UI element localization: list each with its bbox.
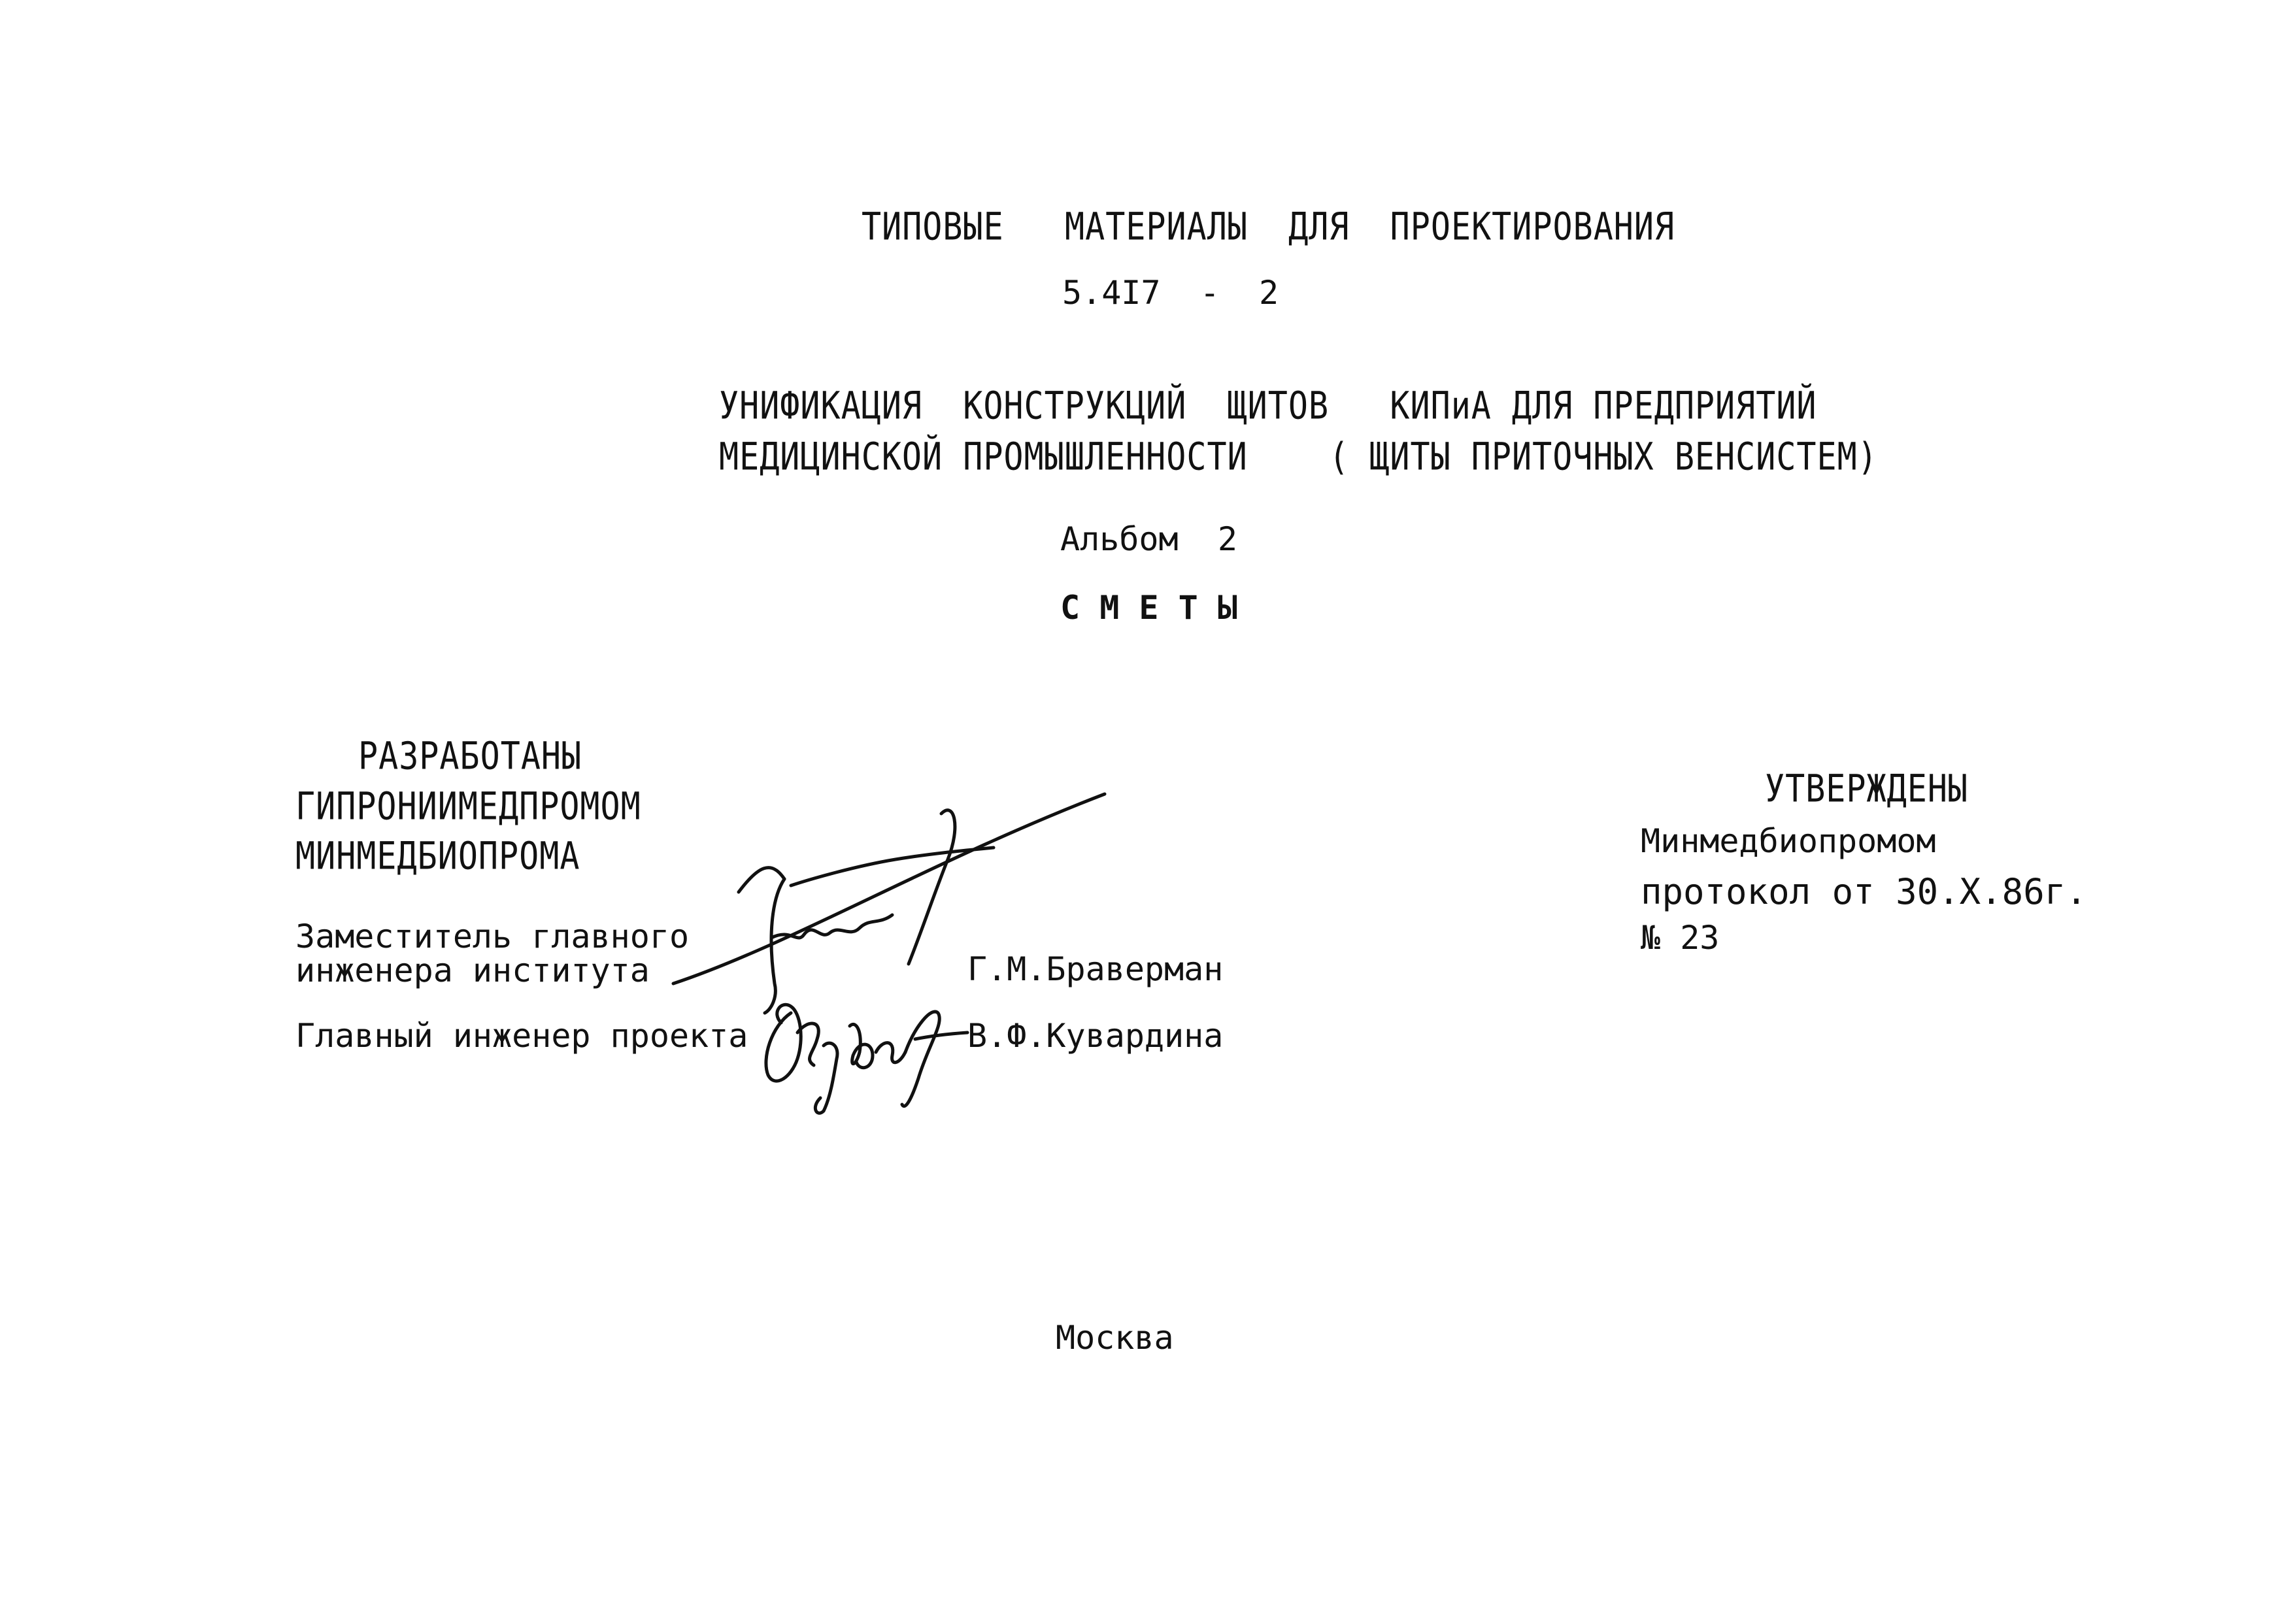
name1: Г.М.Браверман [967, 950, 1224, 988]
document-title-line1: УНИФИКАЦИЯ КОНСТРУКЦИЙ ЩИТОВ КИПиА ДЛЯ ПРЕДПРИЯТИЙ [719, 384, 1817, 428]
developed-heading: РАЗРАБОТАНЫ [358, 734, 582, 778]
signature-braverman [660, 787, 1118, 1016]
document-code: 5.4I7 - 2 [1062, 274, 1279, 312]
name2: В.Ф.Кувардина [967, 1017, 1224, 1055]
approved-number: № 23 [1641, 919, 1720, 957]
developed-org2: МИНМЕДБИОПРОМА [295, 834, 580, 878]
developed-org1: ГИПРОНИИМЕДПРОМОМ [295, 784, 641, 829]
signature-kuvardina [752, 987, 987, 1118]
approved-protocol: протокол от 30.Х.86г. [1641, 871, 2087, 912]
header-title: ТИПОВЫЕ МАТЕРИАЛЫ ДЛЯ ПРОЕКТИРОВАНИЯ [862, 205, 1675, 249]
role1-line2: инженера института [295, 952, 650, 989]
role1-line1: Заместитель главного [295, 918, 690, 955]
document-title-line2: МЕДИЦИНСКОЙ ПРОМЫШЛЕННОСТИ ( ЩИТЫ ПРИТОЧНЫХ ВЕНСИСТЕМ) [719, 435, 1878, 479]
section-title: С М Е Т Ы [1060, 589, 1237, 627]
city: Москва [1056, 1319, 1174, 1357]
album-label: Альбом 2 [1060, 520, 1237, 558]
approved-heading: УТВЕРЖДЕНЫ [1765, 767, 1969, 811]
approved-org: Минмедбиопромом [1641, 822, 1936, 860]
role2: Главный инженер проекта [295, 1017, 748, 1055]
